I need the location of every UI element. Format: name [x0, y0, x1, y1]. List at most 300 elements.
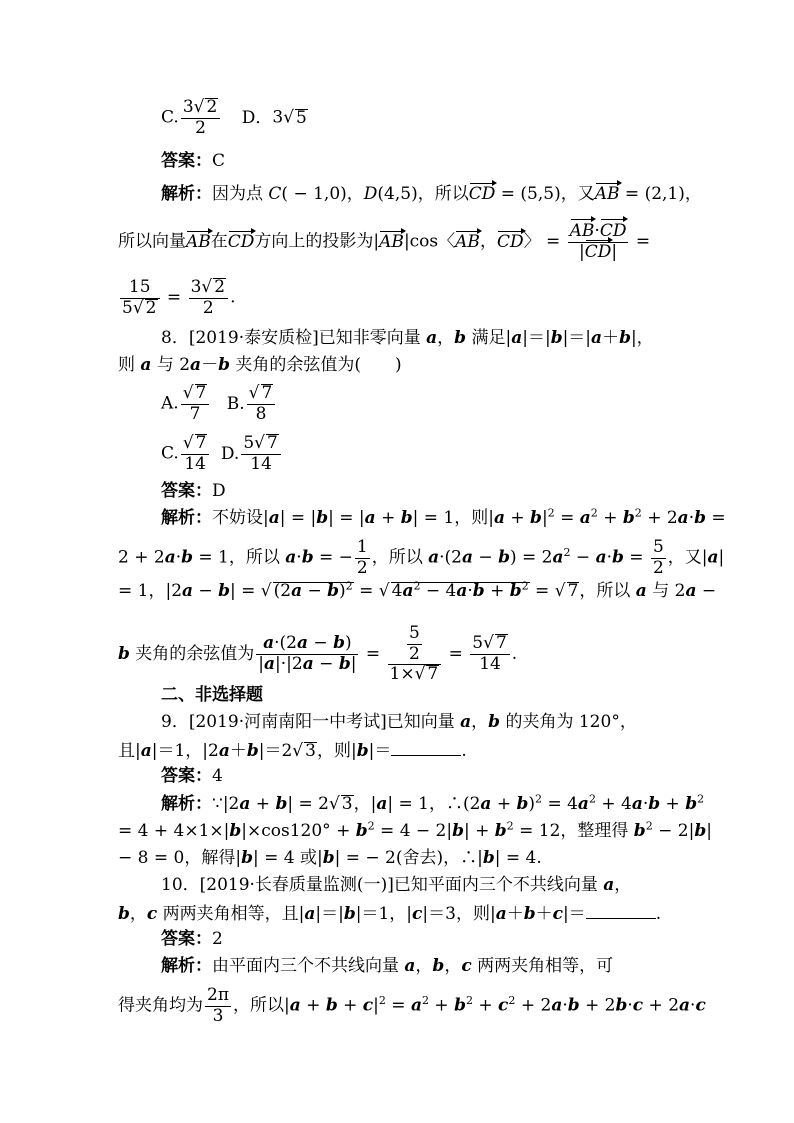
- exponent: 2: [345, 579, 353, 593]
- denominator: 7: [189, 403, 201, 424]
- q8-text: =: [705, 508, 726, 528]
- vec-b: b: [118, 643, 130, 664]
- vector-cd: CD: [496, 231, 524, 252]
- q10-answer-label: 答案：: [161, 929, 212, 949]
- q9-text: 且|: [118, 741, 141, 761]
- vec-a: a: [707, 547, 719, 568]
- vec-a: a: [376, 794, 388, 814]
- q8-text: =: [360, 643, 386, 664]
- vec-b: b: [275, 794, 288, 814]
- period: .: [461, 741, 467, 761]
- vec-b: b: [241, 848, 253, 868]
- radicand: 7: [195, 433, 207, 453]
- q7-analysis-line2: [118, 222, 650, 262]
- q10-text: |＝: [562, 904, 586, 924]
- vec-b: b: [482, 848, 495, 868]
- dot: ·: [688, 508, 695, 528]
- vec-a: a: [685, 581, 697, 601]
- numerator: 1: [356, 537, 368, 557]
- q9-text: = 4: [542, 794, 578, 814]
- q9-text: +: [250, 794, 276, 814]
- q10-analysis-line2: [118, 986, 706, 1026]
- vec-b: b: [229, 821, 242, 841]
- vec-b: b: [343, 904, 356, 924]
- q9-text: | = − 2(舍去)，∴|: [334, 848, 483, 868]
- exponent: 2: [465, 993, 473, 1007]
- q7-text: =: [161, 287, 187, 308]
- vec-a: a: [677, 508, 689, 528]
- q8-analysis-label: 解析：: [161, 508, 212, 528]
- vec-a: a: [285, 547, 297, 568]
- exponent: 2: [563, 545, 571, 559]
- dot: ·: [594, 221, 600, 241]
- q8-text: 满足|: [466, 328, 512, 348]
- q8-text: |·|2: [275, 653, 303, 674]
- q8-text: ，所以: [579, 581, 636, 601]
- q8-sqrt-2: [391, 579, 530, 601]
- q9-answer-value: 4: [212, 766, 223, 786]
- answer-blank: [586, 904, 656, 919]
- vec-a: a: [140, 741, 152, 761]
- q10-angle-fraction: [205, 986, 231, 1026]
- q8-mid-fraction: $\frac{\frac{5}{2}}{1\times√ 7}$: [388, 624, 442, 685]
- vec-b: b: [612, 547, 624, 568]
- exponent: 2: [506, 819, 514, 833]
- denominator: 14: [250, 453, 272, 474]
- q10-analysis-label: 解析：: [161, 956, 212, 976]
- q8-text: 则: [118, 355, 141, 375]
- denominator: 8: [255, 403, 267, 424]
- vec-c: c: [146, 904, 158, 924]
- q8-text: =: [623, 547, 649, 568]
- vec-b: b: [530, 508, 542, 528]
- q8-frac-five-halves: [651, 538, 666, 578]
- vec-a: a: [426, 328, 438, 348]
- vec-b: b: [301, 547, 314, 568]
- q10-stem-line1: [161, 877, 631, 894]
- vec-b: b: [432, 956, 445, 976]
- vec-a: a: [239, 794, 251, 814]
- vec-a: a: [579, 508, 591, 528]
- q9-text: |×cos120° +: [241, 821, 356, 841]
- q7-analysis-label: 解析：: [161, 184, 212, 204]
- vec-a: a: [456, 581, 468, 601]
- vec-a: a: [595, 547, 607, 568]
- q8-text: ): [344, 633, 352, 654]
- exponent: 2: [697, 792, 705, 806]
- q8-answer-line: [161, 483, 226, 500]
- q10-text: 两两夹角相等，可: [471, 956, 614, 976]
- vec-a: a: [551, 995, 563, 1016]
- vec-b: b: [356, 741, 369, 761]
- q9-text: ，则|: [316, 741, 357, 761]
- q9-analysis-line1: 解析：∵|2a + b| = 2√ 3，|a| = 1，∴(2a + $b)^2 = 4a^2 + 4a\cdot b + b^2$: [161, 792, 705, 814]
- q10-text: ，: [444, 956, 462, 976]
- q8-text: =: [443, 643, 469, 664]
- vec-a: a: [577, 794, 589, 814]
- radicand: 7: [261, 383, 273, 403]
- q8-text: 2 + 2: [118, 547, 165, 568]
- q8-text: |: [541, 508, 548, 528]
- q8-text: | = 1，则|: [412, 508, 494, 528]
- radicand: 7: [427, 664, 439, 685]
- q10-text: 两两夹角相等，且|: [157, 904, 305, 924]
- coef: 5: [472, 633, 484, 654]
- q10-text: ＋: [506, 904, 524, 924]
- vec-a: a: [190, 355, 202, 375]
- q7-text: 〉 =: [523, 231, 566, 252]
- vec-b: b: [400, 508, 413, 528]
- vec-a: a: [679, 995, 691, 1016]
- vec-b: b: [355, 821, 368, 841]
- q7-text: = (5,5)，又: [495, 184, 595, 204]
- q7-analysis-line3: [118, 278, 235, 318]
- bar: |: [579, 241, 585, 262]
- q10-text: |＝3，则|: [422, 904, 496, 924]
- vec-a: a: [460, 712, 472, 732]
- q9-text: = 12，整理得: [513, 821, 634, 841]
- denominator: 14: [479, 653, 501, 674]
- vec-b: b: [452, 821, 464, 841]
- vec-b: b: [648, 794, 661, 814]
- q8-text: |: [350, 653, 357, 674]
- q9-text: ＋: [229, 741, 247, 761]
- vec-b: b: [494, 821, 507, 841]
- q10-answer-line: [161, 931, 223, 948]
- q8-option-b-label: B.: [226, 393, 245, 414]
- q8-text: －: [201, 355, 219, 375]
- q9-text: − 2|: [652, 821, 695, 841]
- q7-option-d-coef: 3: [272, 107, 284, 128]
- q8-option-b: $\frac{√ 7}{8}$: [247, 384, 276, 424]
- q7-option-c-radicand: 2: [206, 97, 218, 117]
- q7-point-d: D: [363, 184, 378, 204]
- dot: ·: [690, 995, 696, 1016]
- q9-text: − 8 = 0，解得|: [118, 848, 242, 868]
- q9-text: |: [706, 821, 712, 841]
- q7-answer-label: 答案：: [161, 151, 212, 171]
- q9-text: = 4 − 2|: [374, 821, 453, 841]
- q8-option-d-label: D.: [220, 443, 240, 464]
- vec-a: a: [631, 794, 643, 814]
- vec-c: c: [461, 956, 472, 976]
- vec-b: b: [181, 547, 193, 568]
- vec-b: b: [333, 633, 345, 654]
- q8-text: +: [375, 508, 401, 528]
- q7-answer-line: [161, 153, 225, 170]
- vector-ab: AB: [455, 231, 480, 252]
- vec-c: c: [362, 995, 374, 1016]
- vec-b: b: [622, 508, 635, 528]
- q8-text: −: [473, 547, 499, 568]
- q8-text: −: [193, 581, 219, 601]
- vec-b: b: [218, 581, 230, 601]
- dot: ·: [562, 995, 568, 1016]
- vec-a: a: [182, 581, 194, 601]
- vec-a: a: [495, 904, 507, 924]
- q10-text: ，所以|: [233, 995, 290, 1016]
- q10-text: +: [337, 995, 363, 1016]
- vec-b: b: [454, 995, 466, 1016]
- q8-text: ，又|: [667, 547, 708, 568]
- vector-cd: CD: [468, 184, 496, 204]
- coef: 5: [243, 433, 255, 453]
- vec-b: b: [498, 547, 510, 568]
- vec-b: b: [694, 508, 706, 528]
- vec-a: a: [462, 547, 474, 568]
- q8-text: |＝|: [522, 328, 551, 348]
- q8-text: |: [718, 547, 725, 568]
- q10-text: |＝1，|: [355, 904, 413, 924]
- q8-cos-fraction: [256, 634, 358, 674]
- exponent: 2: [588, 792, 596, 806]
- q7-text: |cos〈: [403, 231, 456, 252]
- q8-options-ab: [161, 384, 277, 424]
- q8-text: +: [484, 581, 510, 601]
- vec-b: b: [509, 581, 522, 601]
- q10-text: 得夹角均为: [118, 995, 203, 1016]
- vec-b: b: [633, 821, 646, 841]
- vec-b: b: [523, 904, 536, 924]
- q8-analysis-line3: = 1，|2a − b| = √ $(2a - b)^2$ = √ $4a^2 - 4a\cdot b + b^2$ = √ 7，所以 a 与 2a −: [118, 579, 717, 601]
- q8-text: ·(2: [439, 547, 462, 568]
- q7-frac-15: $\frac{15}{5√ 2}$: [120, 278, 160, 318]
- vec-b: b: [338, 653, 351, 674]
- vec-a: a: [291, 581, 303, 601]
- q7-option-d-label: D．: [241, 107, 273, 128]
- vec-c: c: [695, 995, 706, 1016]
- vec-a: a: [511, 328, 523, 348]
- q9-text: +: [491, 794, 517, 814]
- q8-option-a: $\frac{√ 7}{7}$: [181, 384, 210, 424]
- q10-answer-value: 2: [212, 929, 223, 949]
- vec-b: b: [454, 328, 467, 348]
- vec-a: a: [268, 508, 280, 528]
- period: .: [511, 643, 518, 664]
- q8-answer-label: 答案：: [161, 481, 212, 501]
- exponent: 2: [634, 506, 642, 520]
- radicand: 3: [341, 794, 353, 814]
- q8-analysis-line2: [118, 538, 724, 578]
- q7-text: 方向上的投影为|: [254, 231, 380, 252]
- vec-a: a: [302, 653, 314, 674]
- q10-analysis-line1: [161, 958, 613, 975]
- q8-text: =: [529, 581, 555, 601]
- radicand: 7: [495, 633, 507, 654]
- exponent: 2: [378, 993, 386, 1007]
- exponent: 2: [645, 819, 653, 833]
- vec-b: b: [615, 995, 628, 1016]
- q8-text: =: [353, 581, 379, 601]
- q7-frac-result: $\frac{3√ 2}{2}$: [189, 278, 229, 318]
- vec-a: a: [140, 355, 152, 375]
- q8-text: −: [302, 581, 328, 601]
- dot: ·: [627, 995, 633, 1016]
- q7-text: 因为点: [212, 184, 269, 204]
- vec-b: b: [218, 355, 230, 375]
- denominator: 14: [184, 453, 206, 474]
- q8-text: −: [570, 547, 596, 568]
- q7-option-c-numerator: 3: [182, 97, 194, 117]
- q10-stem-line2: [118, 904, 661, 923]
- numerator-coef: 3: [190, 277, 202, 297]
- dot: ·: [296, 547, 302, 568]
- q10-text: ，: [415, 956, 433, 976]
- q8-text: 与 2: [151, 355, 191, 375]
- q9-text: | +: [464, 821, 495, 841]
- q8-options-cd: [161, 434, 283, 474]
- radicand: 7: [267, 433, 278, 453]
- denominator: 3: [212, 1005, 224, 1026]
- q7-text: 在: [210, 231, 228, 252]
- exponent: 2: [413, 579, 421, 593]
- q9-text: ): [528, 794, 536, 814]
- q9-answer-label: 答案：: [161, 766, 212, 786]
- q10-text: + 2: [579, 995, 616, 1016]
- vec-c: c: [498, 995, 509, 1016]
- q8-text: +: [597, 508, 623, 528]
- vector-cd: CD: [584, 241, 612, 262]
- period: .: [655, 904, 662, 924]
- dot: ·: [467, 581, 473, 601]
- vec-a: a: [552, 547, 564, 568]
- q8-text: +: [504, 508, 531, 528]
- q9-text: + 4: [595, 794, 632, 814]
- q8-text: | = |: [279, 508, 317, 528]
- vector-ab: AB: [569, 221, 595, 241]
- q9-text: | = 1，∴(2: [387, 794, 481, 814]
- denominator: 2: [356, 557, 368, 578]
- q8-text: 夹角的余弦值为( ): [229, 355, 402, 375]
- q8-text: ): [339, 581, 346, 601]
- vec-b: b: [325, 995, 338, 1016]
- exponent: 2: [521, 579, 529, 593]
- q8-text: | =: [229, 581, 261, 601]
- q7-option-c-label: C.: [161, 107, 179, 128]
- exponent: 2: [367, 819, 375, 833]
- vec-a: a: [480, 794, 492, 814]
- q7-options-line: C. $\frac{3√ 2}{2}$ D．3√ 5: [161, 97, 307, 138]
- exponent: 2: [535, 792, 543, 806]
- q9-text: | = 4 或|: [252, 848, 323, 868]
- radicand: 2: [214, 277, 226, 297]
- q8-text: ) = 2: [509, 547, 553, 568]
- q8-text: ·(2: [274, 633, 297, 654]
- q7-answer-value: C: [212, 151, 226, 171]
- q8-text: =: [554, 508, 580, 528]
- q9-text: = 4 + 4×1×|: [118, 821, 230, 841]
- q10-text: =: [385, 995, 411, 1016]
- vector-cd: CD: [599, 221, 627, 241]
- q8-text: 8．[2019·泰安质检]已知非零向量: [161, 328, 427, 348]
- q8-text: 与 2: [646, 581, 686, 601]
- q7-option-c-fraction: $\frac{3√ 2}{2}$: [181, 98, 221, 138]
- q7-text: =: [630, 231, 651, 252]
- vec-a: a: [304, 904, 316, 924]
- vec-c: c: [552, 904, 563, 924]
- q9-text: |＝2: [258, 741, 293, 761]
- q8-mid-inner-fraction: [407, 624, 422, 664]
- q8-text: 1×: [389, 664, 415, 685]
- q9-stem-line1: [161, 714, 637, 731]
- q8-text: −: [696, 581, 717, 601]
- q8-analysis-line4: [118, 624, 517, 685]
- q8-stem-line2: [118, 357, 402, 374]
- denominator: 2: [652, 557, 664, 578]
- q8-option-a-label: A.: [161, 393, 179, 414]
- radicand: 3: [305, 741, 316, 761]
- q9-analysis-line2: [118, 819, 712, 841]
- q7-option-d-radicand: 5: [296, 107, 307, 128]
- vec-c: c: [412, 904, 423, 924]
- vec-b: b: [246, 741, 259, 761]
- q8-frac-half: [355, 538, 370, 578]
- q9-text: ，|: [353, 794, 377, 814]
- vec-b: b: [516, 794, 529, 814]
- q9-text: |＝1，|2: [151, 741, 219, 761]
- q7-projection-fraction: [568, 222, 629, 262]
- vec-b: b: [550, 328, 563, 348]
- exponent: 2: [421, 993, 429, 1007]
- q8-text: − 4: [420, 581, 457, 601]
- vec-b: b: [316, 508, 329, 528]
- q7-text: ( − 1,0)，: [281, 184, 364, 204]
- q8-text: 不妨设|: [212, 508, 269, 528]
- vec-a: a: [264, 653, 276, 674]
- bar: |: [611, 241, 618, 262]
- q8-text: (2: [273, 581, 292, 601]
- vec-a: a: [164, 547, 176, 568]
- q10-text: ，: [614, 875, 632, 895]
- vector-cd: CD: [227, 231, 255, 252]
- numerator: 15: [120, 278, 160, 299]
- q10-text: +: [472, 995, 499, 1016]
- vec-b: b: [472, 581, 485, 601]
- q9-text: ∵|2: [212, 794, 240, 814]
- vector-ab: AB: [186, 231, 211, 252]
- q8-analysis-line1: [161, 506, 726, 528]
- q10-text: ，: [129, 904, 147, 924]
- vec-c: c: [632, 995, 644, 1016]
- q7-text: 所以向量: [118, 231, 186, 252]
- denominator: 2: [202, 297, 214, 318]
- q8-answer-value: D: [212, 481, 226, 501]
- q10-text: +: [300, 995, 326, 1016]
- q9-analysis-line3: [118, 850, 542, 867]
- q8-option-c: $\frac{√ 7}{14}$: [181, 434, 210, 474]
- vec-a: a: [603, 875, 615, 895]
- q8-text: = 1，所以: [193, 547, 286, 568]
- q7-point-c: C: [268, 184, 282, 204]
- q10-text: +: [429, 995, 455, 1016]
- numerator: 5: [652, 537, 664, 557]
- q9-text: |＝: [368, 741, 392, 761]
- q10-text: 10．[2019·长春质量监测(一)]已知平面内三个不共线向量: [161, 875, 604, 895]
- q8-text: = 1，|2: [118, 581, 183, 601]
- q9-text: 9．[2019·河南南阳一中考试]已知向量: [161, 712, 461, 732]
- vec-a: a: [297, 633, 309, 654]
- q7-analysis-line1: [161, 186, 702, 203]
- numerator: 5: [408, 623, 420, 643]
- q10-text: ＋: [535, 904, 553, 924]
- q8-text: = −: [313, 547, 353, 568]
- vec-b: b: [488, 712, 501, 732]
- q9-analysis-label: 解析：: [161, 794, 212, 814]
- vec-a: a: [289, 995, 301, 1016]
- q10-text: |＝|: [315, 904, 344, 924]
- vector-ab: AB: [379, 231, 404, 252]
- vec-b: b: [619, 328, 631, 348]
